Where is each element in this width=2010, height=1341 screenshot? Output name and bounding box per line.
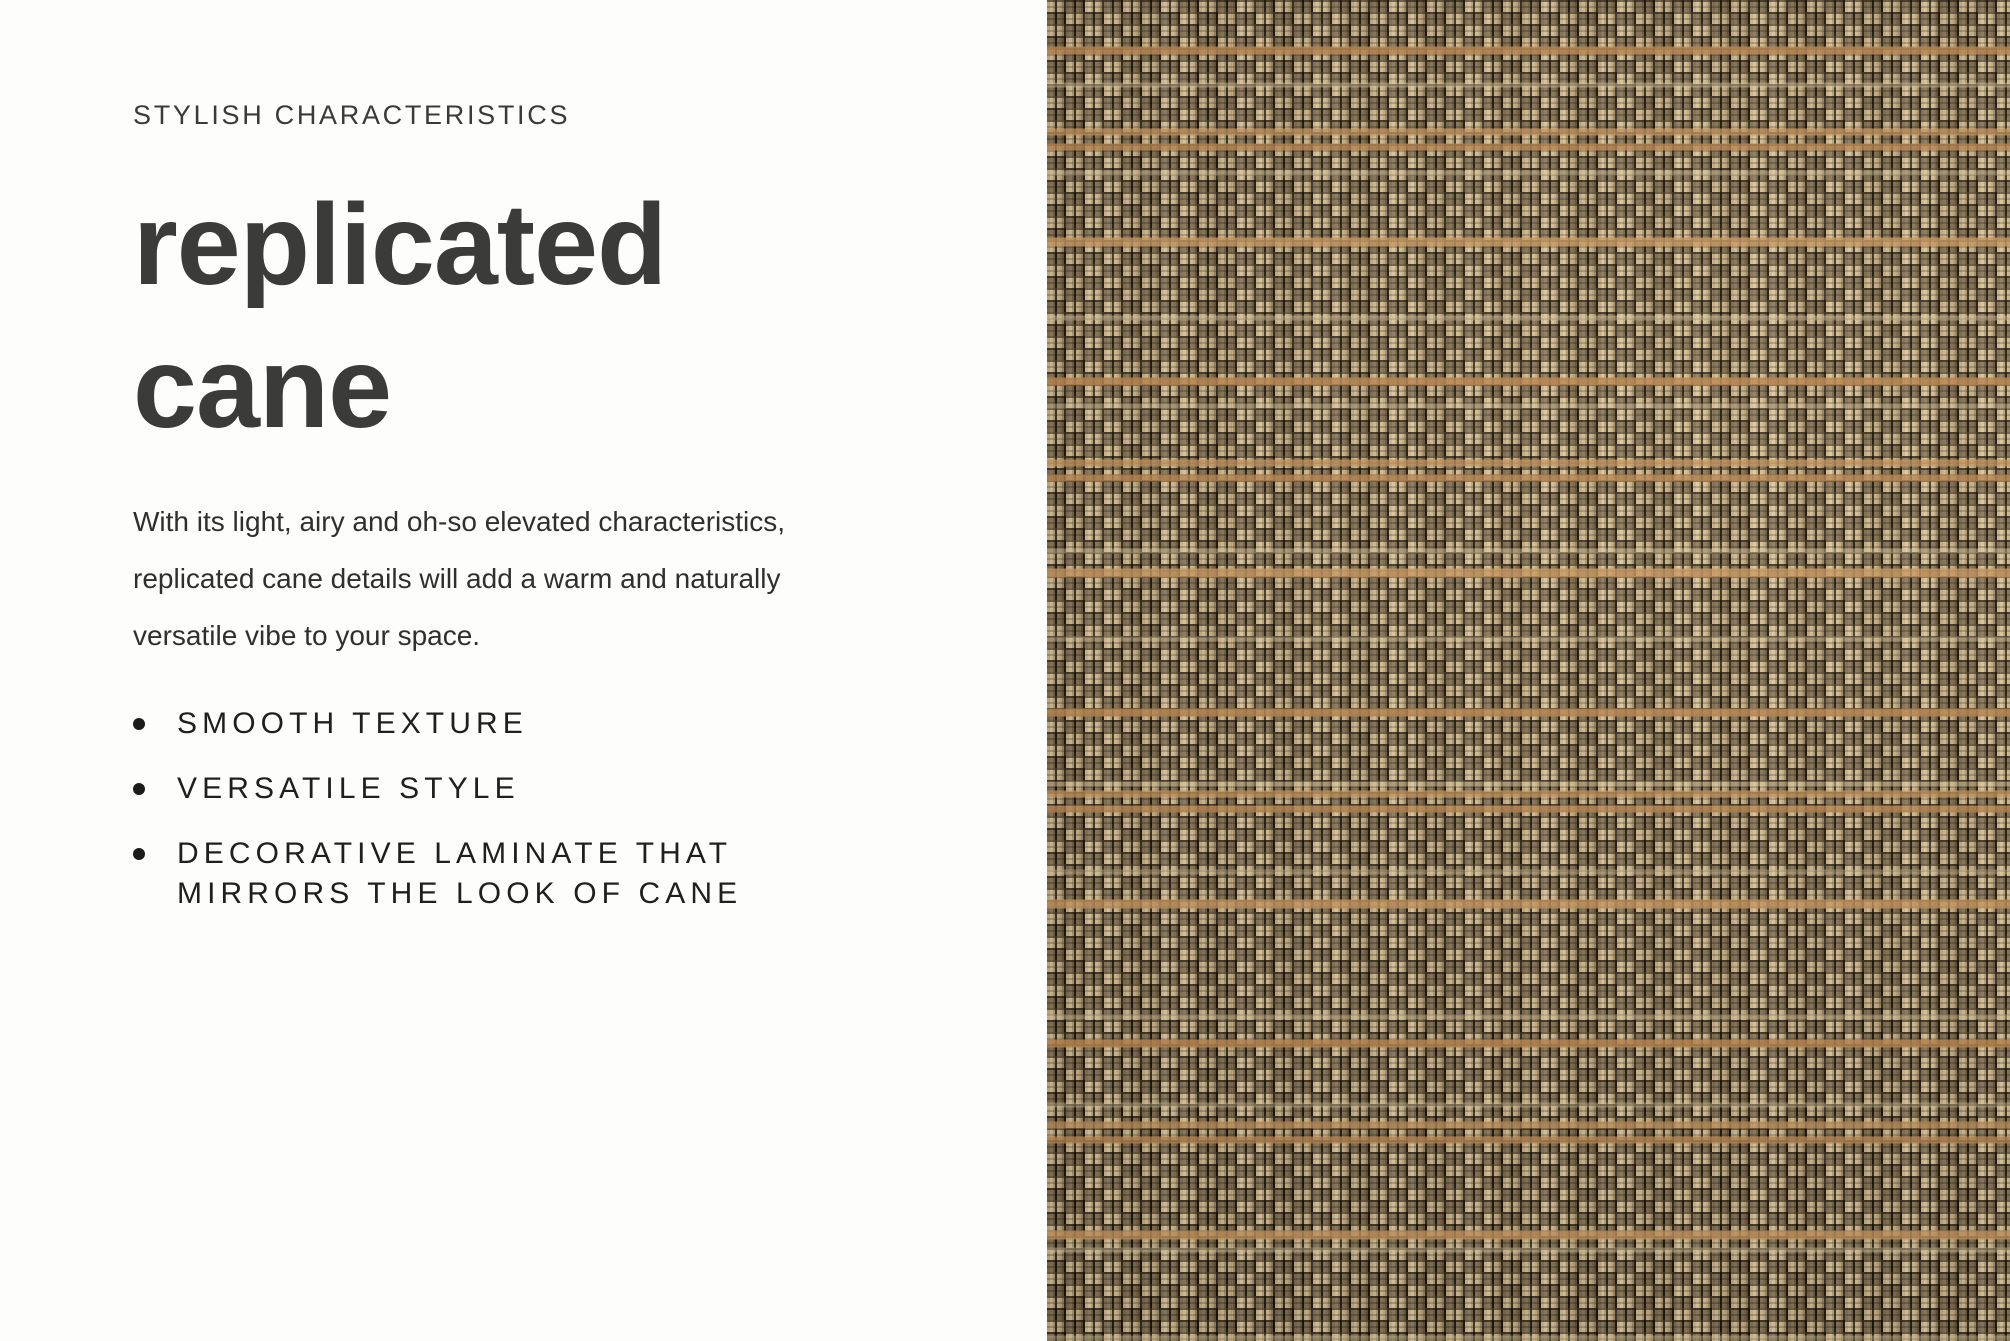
paragraph-line: versatile vibe to your space. [133,620,481,651]
list-item [133,834,1033,914]
paragraph-line: With its light, airy and oh-so elevated characteristics, [133,506,786,537]
feature-text [177,769,520,809]
feature-line: MIRRORS THE LOOK OF CANE [177,877,743,910]
cane-texture-image [1047,0,2010,1341]
feature-line: SMOOTH TEXTURE [177,707,528,740]
list-item [133,769,1033,809]
page-title [133,174,1033,460]
feature-line: VERSATILE STYLE [177,772,520,805]
feature-list [133,704,1033,914]
description-paragraph [133,493,1033,664]
bullet-icon [133,848,145,860]
bullet-icon [133,783,145,795]
feature-line: DECORATIVE LAMINATE THAT [177,837,733,870]
feature-text [177,704,528,744]
title-line-1: replicated [133,181,667,309]
bullet-icon [133,718,145,730]
text-panel [133,0,1033,939]
list-item [133,704,1033,744]
title-line-2: cane [133,324,392,452]
feature-text [177,834,742,914]
paragraph-line: replicated cane details will add a warm and naturally [133,563,781,594]
eyebrow-heading: STYLISH CHARACTERISTICS [133,100,571,130]
